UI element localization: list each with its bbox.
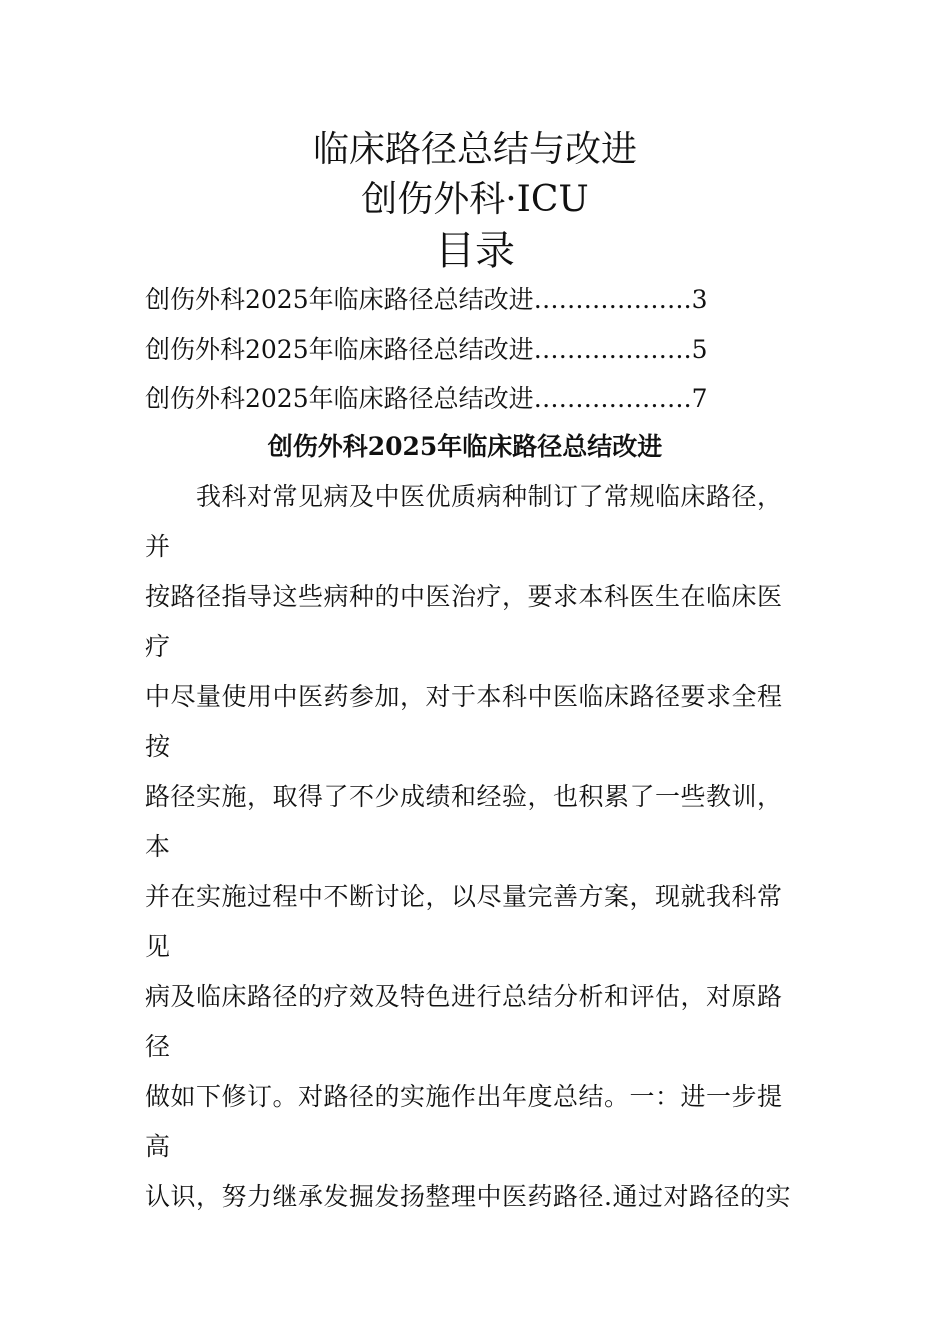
document-subtitle: 创伤外科·ICU — [361, 179, 589, 220]
body-line: 并 — [145, 532, 171, 561]
body-line: 病及临床路径的疗效及特色进行总结分析和评估，对原路 — [145, 982, 783, 1011]
body-line: 见 — [145, 932, 171, 961]
toc-entry[interactable]: 创伤外科2025年临床路径总结改进……………….3 — [145, 285, 708, 314]
body-line: 按 — [145, 732, 171, 761]
toc-entry[interactable]: 创伤外科2025年临床路径总结改进……………….5 — [145, 335, 708, 364]
body-line: 路径实施，取得了不少成绩和经验，也积累了一些教训， — [145, 782, 783, 811]
body-line: 径 — [145, 1032, 171, 1061]
section-heading: 创伤外科2025年临床路径总结改进 — [267, 432, 663, 461]
body-line: 高 — [145, 1132, 171, 1161]
body-line: 疗 — [145, 632, 171, 661]
body-line: 按路径指导这些病种的中医治疗，要求本科医生在临床医 — [145, 582, 783, 611]
document-title: 临床路径总结与改进 — [312, 129, 637, 170]
body-line: 认识，努力继承发掘发扬整理中医药路径.通过对路径的实 — [145, 1182, 791, 1211]
body-line: 本 — [145, 832, 171, 861]
toc-heading: 目录 — [435, 228, 515, 274]
body-line: 做如下修订。对路径的实施作出年度总结。一：进一步提 — [145, 1082, 783, 1111]
body-line: 我科对常见病及中医优质病种制订了常规临床路径， — [145, 482, 783, 511]
body-line: 并在实施过程中不断讨论，以尽量完善方案，现就我科常 — [145, 882, 783, 911]
body-line: 中尽量使用中医药参加，对于本科中医临床路径要求全程 — [145, 682, 783, 711]
toc-entry[interactable]: 创伤外科2025年临床路径总结改进……………….7 — [145, 384, 708, 413]
